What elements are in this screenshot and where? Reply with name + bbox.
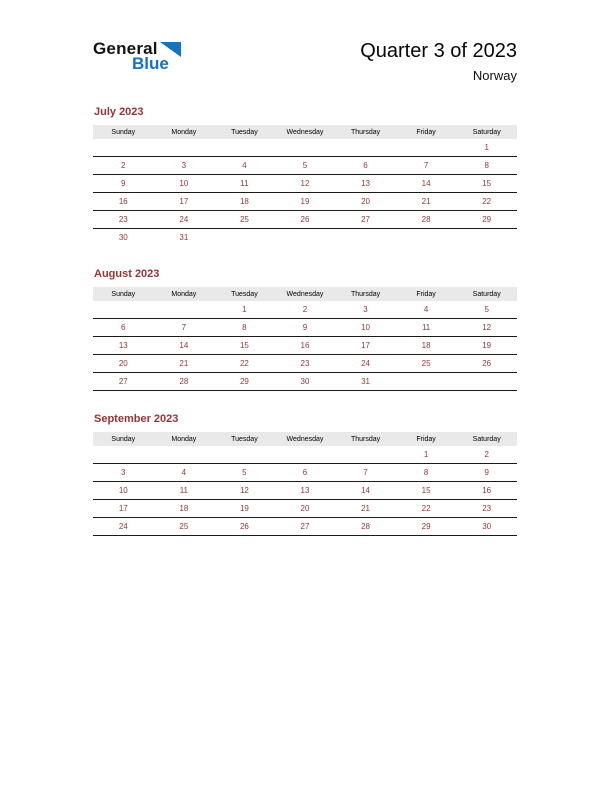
- day-cell: 17: [179, 197, 189, 206]
- day-cell: 19: [239, 504, 249, 513]
- day-cell: 4: [181, 468, 187, 477]
- day-cell: 28: [421, 215, 431, 224]
- calendar-table: [93, 287, 517, 391]
- day-cell: 15: [239, 341, 249, 350]
- empty-day-cell: [396, 229, 457, 247]
- day-cell: 18: [239, 197, 249, 206]
- day-cell: 25: [179, 522, 189, 531]
- day-cell: 19: [300, 197, 310, 206]
- day-cell: 1: [242, 305, 247, 314]
- day-cell: 18: [179, 504, 189, 513]
- day-cell: 10: [118, 486, 128, 495]
- day-cell: 20: [300, 504, 310, 513]
- week-row: [93, 139, 517, 157]
- weekday-header: Sunday: [93, 287, 154, 301]
- day-cell: 14: [179, 341, 189, 350]
- weekday-header: Thursday: [335, 432, 396, 446]
- weekday-row: [93, 125, 517, 139]
- week-row: [93, 518, 517, 536]
- calendar-table: [93, 125, 517, 246]
- month-title: July 2023: [94, 106, 144, 118]
- weekday-row: [93, 287, 517, 301]
- day-cell: 25: [421, 359, 431, 368]
- day-cell: 24: [118, 522, 128, 531]
- day-cell: 1: [423, 450, 429, 459]
- week-row: [93, 337, 517, 355]
- empty-day-cell: [93, 446, 154, 464]
- weekday-header: Saturday: [456, 432, 517, 446]
- week-row: [93, 373, 517, 391]
- empty-day-cell: [214, 139, 275, 157]
- weekday-header-row: [93, 287, 517, 301]
- day-cell: 22: [239, 359, 249, 368]
- day-cell: 28: [179, 377, 189, 386]
- day-cell: 7: [363, 468, 368, 477]
- day-cell: 31: [179, 233, 189, 242]
- day-cell: 18: [421, 341, 431, 350]
- weekday-header: Sunday: [93, 125, 154, 139]
- calendar-body: [93, 139, 517, 246]
- day-cell: 5: [242, 468, 247, 477]
- month-title: September 2023: [94, 413, 179, 425]
- day-cell: 4: [423, 305, 429, 314]
- title-block: [360, 40, 517, 83]
- day-cell: 16: [118, 197, 128, 206]
- day-cell: 17: [118, 504, 128, 513]
- day-cell: 20: [118, 359, 128, 368]
- empty-day-cell: [154, 446, 215, 464]
- empty-day-cell: [456, 229, 517, 247]
- calendar-body: [93, 446, 517, 536]
- day-cell: 6: [363, 161, 368, 170]
- weekday-header-row: [93, 432, 517, 446]
- weekday-header-row: [93, 125, 517, 139]
- day-cell: 27: [300, 522, 310, 531]
- day-cell: 11: [421, 323, 431, 332]
- general-blue-logo: [93, 40, 181, 72]
- day-cell: 13: [361, 179, 370, 188]
- day-cell: 16: [482, 486, 492, 495]
- day-cell: 25: [239, 215, 249, 224]
- day-cell: 2: [484, 450, 489, 459]
- day-cell: 13: [118, 341, 128, 350]
- weekday-header: Monday: [154, 125, 215, 139]
- weekday-header: Friday: [396, 125, 457, 139]
- day-cell: 7: [423, 161, 429, 170]
- day-cell: 8: [423, 468, 429, 477]
- empty-day-cell: [154, 301, 215, 319]
- day-cell: 19: [482, 341, 492, 350]
- day-cell: 9: [302, 323, 308, 332]
- empty-day-cell: [154, 139, 215, 157]
- day-cell: 6: [302, 468, 308, 477]
- day-cell: 24: [179, 215, 189, 224]
- day-cell: 14: [421, 179, 431, 188]
- day-cell: 2: [121, 161, 126, 170]
- calendar-body: [93, 301, 517, 391]
- day-cell: 17: [361, 341, 370, 350]
- empty-day-cell: [275, 139, 336, 157]
- day-cell: 30: [300, 377, 310, 386]
- day-cell: 26: [482, 359, 492, 368]
- week-row: [93, 355, 517, 373]
- day-cell: 6: [121, 323, 126, 332]
- logo-text-blue: Blue: [132, 54, 169, 73]
- day-cell: 21: [179, 359, 189, 368]
- empty-day-cell: [335, 229, 396, 247]
- week-row: [93, 157, 517, 175]
- day-cell: 12: [482, 323, 492, 332]
- day-cell: 1: [484, 143, 489, 152]
- day-cell: 26: [300, 215, 310, 224]
- day-cell: 3: [363, 305, 368, 314]
- logo-text-general: General: [93, 39, 158, 58]
- empty-day-cell: [93, 301, 154, 319]
- week-row: [93, 175, 517, 193]
- weekday-header: Saturday: [456, 287, 517, 301]
- day-cell: 29: [421, 522, 431, 531]
- day-cell: 12: [300, 179, 310, 188]
- empty-day-cell: [275, 446, 336, 464]
- day-cell: 26: [239, 522, 249, 531]
- day-cell: 28: [361, 522, 370, 531]
- empty-day-cell: [396, 373, 457, 391]
- weekday-header: Saturday: [456, 125, 517, 139]
- weekday-header: Monday: [154, 432, 215, 446]
- day-cell: 7: [181, 323, 187, 332]
- empty-day-cell: [275, 229, 336, 247]
- weekday-header: Tuesday: [214, 287, 275, 301]
- week-row: [93, 229, 517, 247]
- week-row: [93, 482, 517, 500]
- empty-day-cell: [335, 139, 396, 157]
- day-cell: 30: [118, 233, 128, 242]
- empty-day-cell: [93, 139, 154, 157]
- weekday-header: Thursday: [335, 125, 396, 139]
- weekday-header: Sunday: [93, 432, 154, 446]
- weekday-header: Thursday: [335, 287, 396, 301]
- empty-day-cell: [396, 139, 457, 157]
- week-row: [93, 464, 517, 482]
- day-cell: 12: [239, 486, 249, 495]
- day-cell: 22: [421, 504, 431, 513]
- day-cell: 24: [361, 359, 370, 368]
- weekday-header: Wednesday: [275, 125, 336, 139]
- day-cell: 15: [482, 179, 492, 188]
- day-cell: 8: [242, 323, 247, 332]
- day-cell: 31: [361, 377, 370, 386]
- day-cell: 5: [302, 161, 308, 170]
- day-cell: 14: [361, 486, 370, 495]
- empty-day-cell: [214, 446, 275, 464]
- day-cell: 21: [421, 197, 431, 206]
- day-cell: 23: [482, 504, 492, 513]
- week-row: [93, 193, 517, 211]
- weekday-header: Wednesday: [275, 432, 336, 446]
- week-row: [93, 446, 517, 464]
- day-cell: 3: [121, 468, 126, 477]
- weekday-row: [93, 432, 517, 446]
- day-cell: 9: [121, 179, 126, 188]
- day-cell: 10: [361, 323, 370, 332]
- day-cell: 2: [302, 305, 308, 314]
- empty-day-cell: [214, 229, 275, 247]
- page-title: Quarter 3 of 2023: [360, 40, 517, 62]
- weekday-header: Tuesday: [214, 432, 275, 446]
- day-cell: 29: [482, 215, 492, 224]
- week-row: [93, 500, 517, 518]
- day-cell: 13: [300, 486, 310, 495]
- weekday-header: Wednesday: [275, 287, 336, 301]
- page-subtitle: Norway: [472, 68, 517, 83]
- day-cell: 23: [118, 215, 128, 224]
- month-section-august: [93, 268, 517, 391]
- weekday-header: Friday: [396, 287, 457, 301]
- day-cell: 20: [361, 197, 370, 206]
- day-cell: 27: [118, 377, 128, 386]
- day-cell: 9: [484, 468, 489, 477]
- empty-day-cell: [335, 446, 396, 464]
- day-cell: 10: [179, 179, 189, 188]
- day-cell: 27: [361, 215, 370, 224]
- page-header: [93, 40, 517, 83]
- day-cell: 11: [179, 486, 188, 495]
- day-cell: 21: [361, 504, 370, 513]
- weekday-header: Monday: [154, 287, 215, 301]
- day-cell: 15: [421, 486, 431, 495]
- day-cell: 5: [484, 305, 489, 314]
- day-cell: 30: [482, 522, 492, 531]
- week-row: [93, 301, 517, 319]
- week-row: [93, 211, 517, 229]
- month-section-july: [93, 106, 517, 246]
- day-cell: 22: [482, 197, 492, 206]
- week-row: [93, 319, 517, 337]
- day-cell: 29: [239, 377, 249, 386]
- day-cell: 11: [240, 179, 249, 188]
- calendar-table: [93, 432, 517, 536]
- month-section-september: [93, 413, 517, 536]
- day-cell: 16: [300, 341, 310, 350]
- day-cell: 3: [181, 161, 187, 170]
- day-cell: 4: [242, 161, 247, 170]
- weekday-header: Tuesday: [214, 125, 275, 139]
- day-cell: 8: [484, 161, 489, 170]
- month-title: August 2023: [94, 268, 160, 280]
- weekday-header: Friday: [396, 432, 457, 446]
- day-cell: 23: [300, 359, 310, 368]
- months-container: [93, 106, 517, 536]
- empty-day-cell: [456, 373, 517, 391]
